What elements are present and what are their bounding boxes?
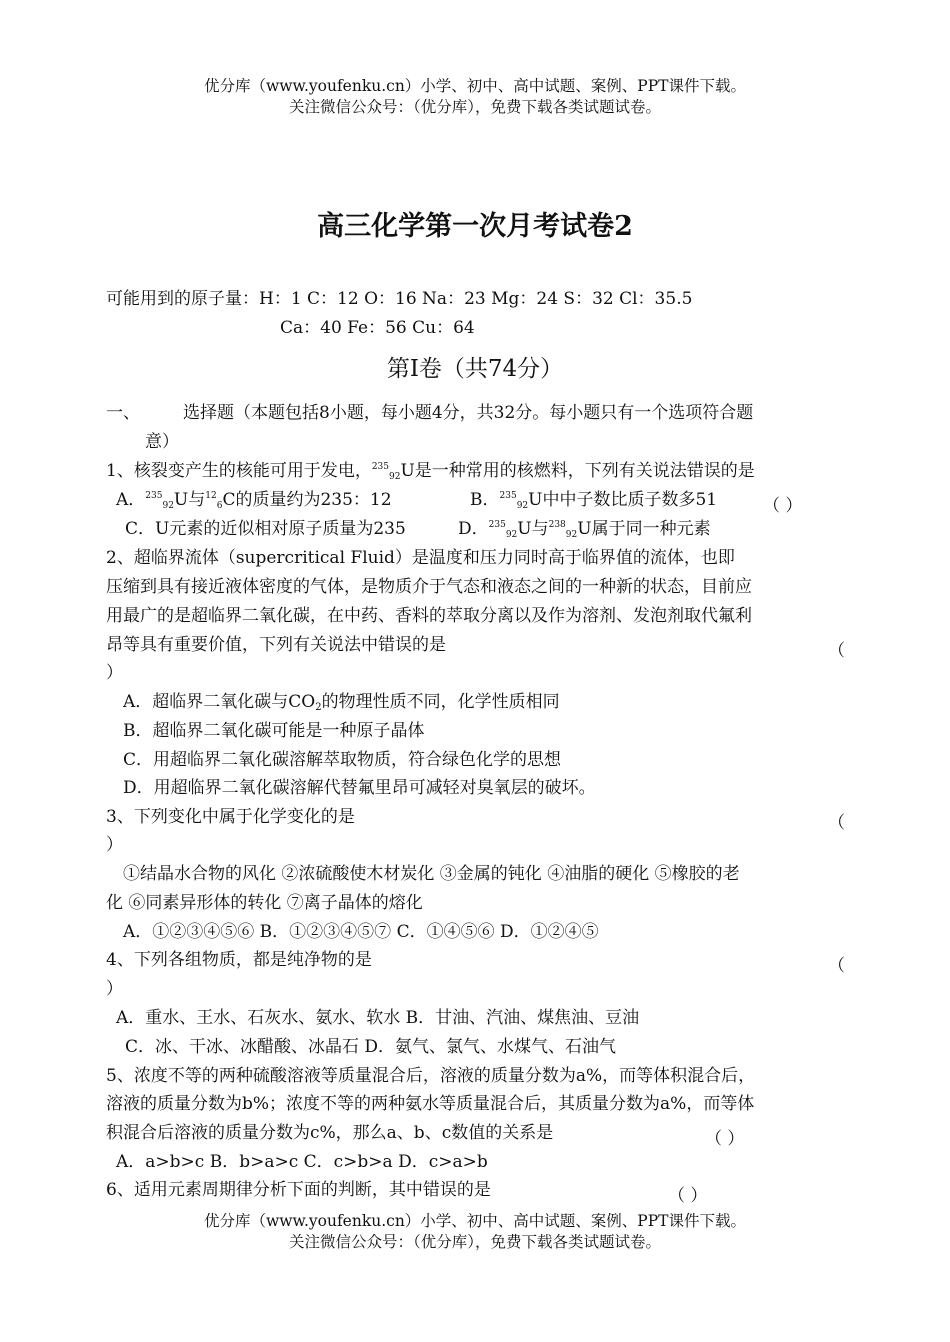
q1-opt-b-mass: 235	[499, 491, 517, 501]
q1-c-z: 6	[216, 501, 223, 511]
q2-option-c: C．用超临界二氧化碳溶解萃取物质，符合绿色化学的思想	[123, 750, 562, 770]
q4-options-ab: A．重水、王水、石灰水、氨水、软水 B．甘油、汽油、煤焦油、豆油	[116, 1008, 640, 1028]
q1-stem	[106, 462, 755, 481]
q1-opt-a-mid: 与	[188, 490, 206, 510]
header-line-1: 优分库（www.youfenku.cn）小学、初中、高中试题、案例、PPT课件下载。	[203, 77, 747, 95]
q3-stem: 3、下列变化中属于化学变化的是	[106, 807, 355, 827]
q1-option-a	[116, 491, 392, 510]
q1-stem-a: 1、核裂变产生的核能可用于发电，	[106, 461, 372, 481]
q1-answer-paren: （ ）	[763, 496, 803, 516]
q1-option-d	[458, 520, 711, 539]
q1-iso-sym: U	[400, 461, 415, 481]
q2-option-a	[123, 693, 560, 712]
q1-opt-d-z: 92	[505, 530, 518, 540]
q5-line-3: 积混合后溶液的质量分数为c%，那么a、b、c数值的关系是	[106, 1123, 554, 1143]
q4-stem: 4、下列各组物质，都是纯净物的是	[106, 950, 372, 970]
q6-answer-paren: （ ）	[668, 1186, 708, 1206]
q1-opt-a-mass: 235	[145, 491, 163, 501]
q2-line-3: 用最广的是超临界二氧化碳，在中药、香料的萃取分离以及作为溶剂、发泡剂取代氟利	[106, 606, 752, 626]
q3-items-line-2: 化 ⑥同素异形体的转化 ⑦离子晶体的熔化	[106, 893, 423, 913]
q2-opt-a-sub: 2	[315, 702, 322, 713]
part-one-number: 一、	[106, 403, 140, 423]
q5-options: A．a>b>c B．b>a>c C．c>b>a D．c>a>b	[116, 1152, 488, 1172]
q1-opt-d-label: D．	[458, 519, 489, 539]
footer-line-2: 关注微信公众号：（优分库），免费下载各类试题试卷。	[288, 1233, 661, 1251]
q1-opt-a-post: 的质量约为235：12	[235, 490, 392, 510]
q1-opt-a-sym: U	[173, 490, 189, 510]
q1-opt-d-mid: 与	[531, 519, 549, 539]
q5-answer-paren: （ ）	[705, 1129, 745, 1149]
q1-opt-d-sym: U	[517, 519, 532, 539]
q1-u238-z: 92	[565, 530, 578, 540]
q2-option-b: B．超临界二氧化碳可能是一种原子晶体	[123, 721, 425, 741]
q3-items-line-1: ①结晶水合物的风化 ②浓硫酸使木材炭化 ③金属的钝化 ④油脂的硬化 ⑤橡胶的老	[123, 864, 740, 884]
q2-option-d: D．用超临界二氧化碳溶解代替氟里昂可减轻对臭氧层的破坏。	[123, 778, 596, 798]
q2-opt-a-pre: A．超临界二氧化碳与CO	[123, 692, 316, 712]
section-title: 第Ⅰ卷（共74分）	[386, 356, 564, 382]
q1-opt-b-post: 中中子数比质子数多51	[542, 490, 718, 510]
q1-opt-b-sym: U	[528, 490, 543, 510]
q5-line-1: 5、浓度不等的两种硫酸溶液等质量混合后，溶液的质量分数为a%，而等体积混合后，	[106, 1066, 756, 1086]
page-title: 高三化学第一次月考试卷2	[317, 211, 633, 242]
q1-opt-d-post: 属于同一种元素	[591, 519, 711, 539]
q1-iso-z: 92	[389, 472, 401, 482]
q2-line-2: 压缩到具有接近液体密度的气体，是物质介于气态和液态之间的一种新的状态，目前应	[106, 577, 752, 597]
q4-paren-open: （	[828, 956, 845, 976]
q3-paren-open: （	[828, 813, 845, 833]
q1-u238-sym: U	[577, 519, 592, 539]
q1-c-sym: C	[222, 490, 236, 510]
q3-options: A．①②③④⑤⑥ B．①②③④⑤⑦ C．①④⑤⑥ D．①②④⑤	[123, 922, 599, 942]
part-one-text-cont: 意）	[145, 432, 179, 452]
part-one-text: 选择题（本题包括8小题，每小题4分，共32分。每小题只有一个选项符合题	[183, 403, 754, 423]
q2-opt-a-post: 的物理性质不同，化学性质相同	[321, 692, 560, 712]
q3-paren-close: ）	[106, 835, 123, 855]
q1-option-c: C．U元素的近似相对原子质量为235	[125, 519, 406, 539]
q1-opt-b-z: 92	[516, 501, 529, 511]
q2-line-4: 昂等具有重要价值，下列有关说法中错误的是	[106, 635, 446, 655]
footer-line-1: 优分库（www.youfenku.cn）小学、初中、高中试题、案例、PPT课件下载。	[203, 1212, 747, 1230]
q1-option-b	[470, 491, 717, 510]
header-line-2: 关注微信公众号：（优分库），免费下载各类试题试卷。	[288, 98, 661, 116]
q1-stem-b: 是一种常用的核燃料，下列有关说法错误的是	[414, 461, 755, 481]
q4-options-cd: C．冰、干冰、冰醋酸、冰晶石 D．氨气、氯气、水煤气、石油气	[125, 1037, 617, 1057]
q5-line-2: 溶液的质量分数为b%；浓度不等的两种氨水等质量混合后，其质量分数为a%，而等体	[106, 1094, 755, 1114]
q2-line-1: 2、超临界流体（supercritical Fluid）是温度和压力同时高于临界值的流体，也即	[106, 548, 735, 568]
q2-paren-open: （	[828, 641, 845, 661]
q1-iso-mass: 235	[371, 462, 390, 472]
q1-opt-a-label: A．	[116, 490, 146, 510]
q1-c-mass: 12	[205, 491, 217, 501]
q1-opt-b-label: B．	[470, 490, 500, 510]
atomic-masses-line-1: 可能用到的原子量：H：1 C：12 O：16 Na：23 Mg：24 S：32 Cl：35.5	[106, 289, 693, 309]
atomic-masses-line-2: Ca：40 Fe：56 Cu：64	[280, 318, 475, 338]
q6-stem: 6、适用元素周期律分析下面的判断，其中错误的是	[106, 1180, 491, 1200]
q1-opt-a-z: 92	[162, 501, 174, 511]
q1-u238-mass: 238	[548, 520, 566, 530]
q1-opt-d-mass: 235	[488, 520, 506, 530]
q4-paren-close: ）	[106, 979, 123, 999]
q2-paren-close: ）	[106, 663, 123, 683]
